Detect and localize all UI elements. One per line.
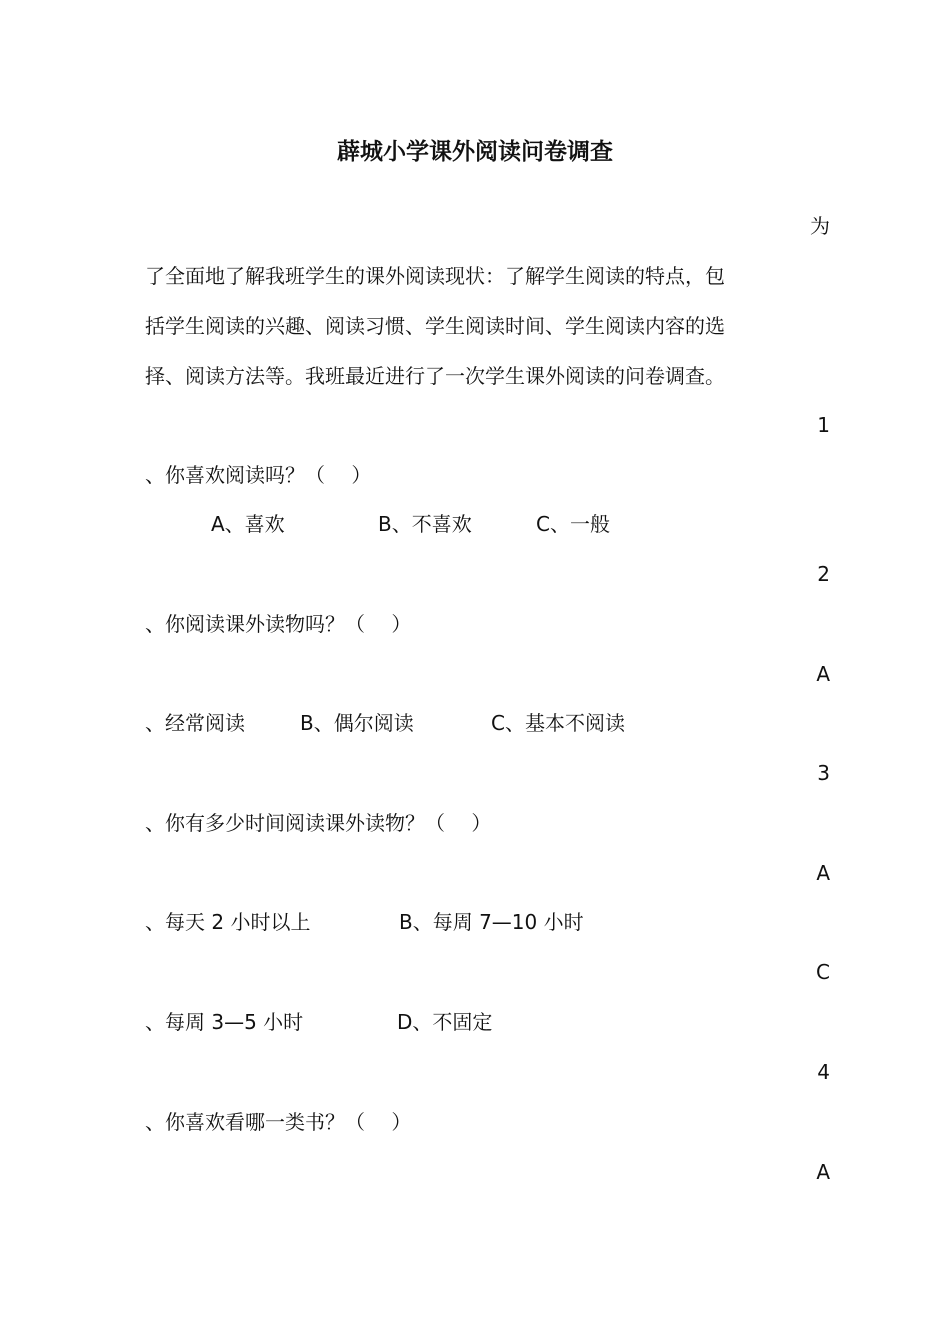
option-marker: A — [816, 1160, 830, 1184]
intro-start-char: 为 — [810, 214, 830, 238]
question-text: 、你喜欢阅读吗？（ ） — [145, 463, 372, 487]
question-number: 3 — [817, 761, 830, 785]
intro-line: 括学生阅读的兴趣、阅读习惯、学生阅读时间、学生阅读内容的选 — [145, 314, 725, 338]
option-b: B、偶尔阅读 — [300, 711, 414, 735]
option-a: A、喜欢 — [211, 512, 285, 536]
question-number: 1 — [817, 413, 830, 437]
question-number: 4 — [817, 1060, 830, 1084]
option-c: C、一般 — [536, 512, 610, 536]
option-b: B、不喜欢 — [378, 512, 472, 536]
option-c: 、每周 3—5 小时 — [145, 1010, 304, 1034]
question-text: 、你阅读课外读物吗？（ ） — [145, 612, 412, 636]
option-a: 、经常阅读 — [145, 711, 245, 735]
option-marker: A — [816, 861, 830, 885]
intro-line: 择、阅读方法等。我班最近进行了一次学生课外阅读的问卷调查。 — [145, 364, 725, 388]
option-c: C、基本不阅读 — [491, 711, 625, 735]
option-a: 、每天 2 小时以上 — [145, 910, 311, 934]
option-marker: C — [816, 960, 830, 984]
document-title: 薜城小学课外阅读问卷调查 — [337, 138, 613, 165]
option-marker: A — [816, 662, 830, 686]
question-number: 2 — [817, 562, 830, 586]
intro-line: 了全面地了解我班学生的课外阅读现状：了解学生阅读的特点，包 — [145, 264, 725, 288]
question-text: 、你有多少时间阅读课外读物？（ ） — [145, 811, 492, 835]
option-d: D、不固定 — [397, 1010, 493, 1034]
option-b: B、每周 7—10 小时 — [399, 910, 584, 934]
question-text: 、你喜欢看哪一类书？（ ） — [145, 1110, 412, 1134]
